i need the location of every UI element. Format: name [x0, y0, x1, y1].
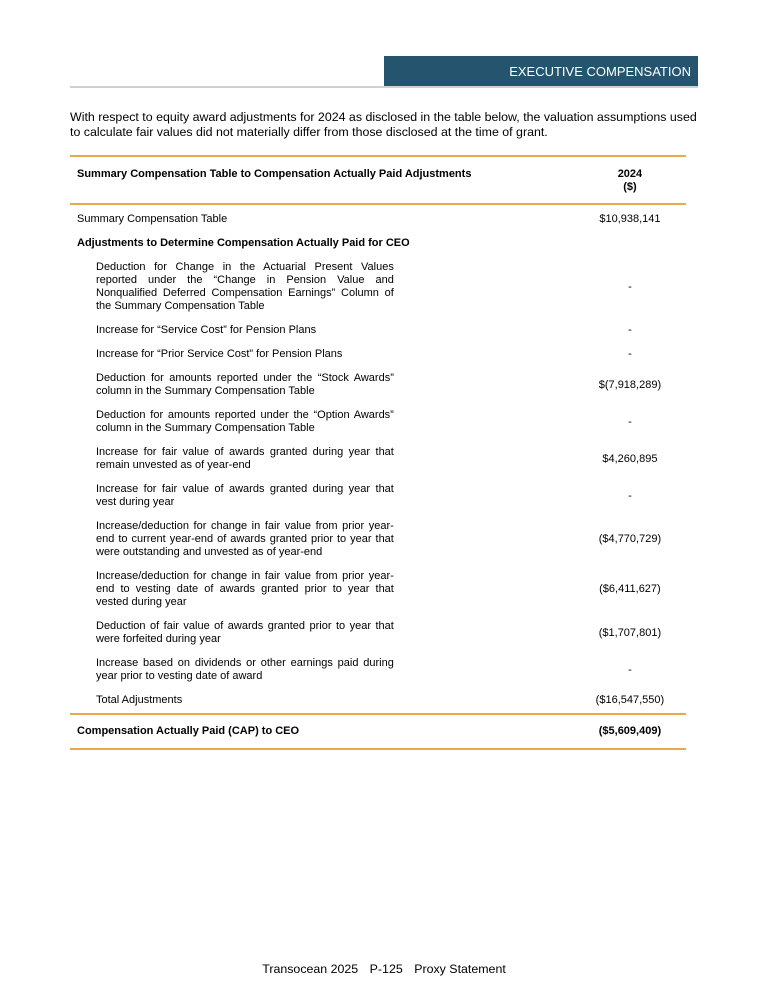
section-title: EXECUTIVE COMPENSATION	[509, 63, 691, 79]
row-value: -	[628, 489, 632, 502]
table-header-row	[70, 156, 686, 204]
table-row	[70, 204, 686, 232]
row-label: Increase for fair value of awards granted during year that vest during year	[96, 483, 394, 508]
table-row	[70, 515, 686, 565]
page-footer	[0, 962, 768, 976]
adjustments-heading: Adjustments to Determine Compensation Actually Paid for CEO	[77, 237, 410, 249]
row-label: Increase based on dividends or other earnings paid during year prior to vesting date of award	[96, 657, 394, 682]
row-label: Summary Compensation Table	[77, 213, 228, 225]
row-label: Increase for fair value of awards granted during year that remain unvested as of year-end	[96, 446, 394, 471]
table-row	[70, 565, 686, 615]
table-row	[70, 441, 686, 478]
row-label: Compensation Actually Paid (CAP) to CEO	[70, 714, 574, 749]
table-row	[70, 615, 686, 652]
row-label: Total Adjustments	[96, 694, 183, 706]
header-divider	[70, 86, 698, 88]
row-label: Increase/deduction for change in fair value from prior year-end to current year-end of awards granted prior to year that were outstanding and unvested as of year-end	[96, 520, 394, 558]
row-value: -	[628, 663, 632, 676]
row-value: -	[628, 324, 632, 336]
row-label: Deduction of fair value of awards granted prior to year that were forfeited during year	[96, 620, 394, 645]
unit-label: ($)	[623, 181, 637, 193]
row-label: Increase for “Service Cost” for Pension Plans	[96, 324, 317, 336]
table-row	[70, 478, 686, 515]
footer-page: P-125	[369, 962, 403, 976]
row-value: -	[628, 280, 632, 293]
row-value: $(7,918,289)	[598, 378, 662, 391]
row-label: Deduction for Change in the Actuarial Present Values reported under the “Change in Pension Value and Nonqualified Deferred Compensation Earnings” Column of the Summary Compensation Table	[96, 261, 394, 312]
column-header-label: Summary Compensation Table to Compensation Actually Paid Adjustments	[70, 156, 574, 204]
row-value: ($1,707,801)	[598, 626, 662, 639]
row-value: $4,260,895	[602, 452, 658, 465]
row-label: Increase for “Prior Service Cost” for Pension Plans	[96, 348, 343, 360]
cap-adjustments-table	[70, 155, 686, 750]
row-value: ($6,411,627)	[599, 583, 661, 595]
row-label: Deduction for amounts reported under the “Stock Awards” column in the Summary Compensation Table	[96, 372, 394, 397]
intro-paragraph: With respect to equity award adjustments for 2024 as disclosed in the table below, the valuation assumptions used to calculate fair values did not materially differ from those disclosed at the time of grant.	[70, 110, 697, 139]
column-header-year	[574, 156, 686, 204]
table-row	[70, 367, 686, 404]
year-label: 2024	[617, 168, 643, 180]
table-row	[70, 343, 686, 367]
row-value: ($16,547,550)	[595, 694, 665, 706]
row-label: Deduction for amounts reported under the “Option Awards” column in the Summary Compensation Table	[96, 409, 394, 434]
table-row	[70, 652, 686, 689]
row-value: ($5,609,409)	[574, 714, 686, 749]
row-label: Increase/deduction for change in fair value from prior year-end to vesting date of awards granted prior to year that vested during year	[96, 570, 394, 608]
table-row	[70, 319, 686, 343]
row-value: $10,938,141	[599, 213, 661, 225]
table-row	[70, 404, 686, 441]
row-value: ($4,770,729)	[598, 533, 662, 545]
total-row	[70, 689, 686, 714]
table-row	[70, 256, 686, 319]
section-header	[384, 56, 698, 86]
section-row	[70, 232, 686, 256]
cap-row	[70, 714, 686, 749]
footer-company: Transocean 2025	[262, 962, 359, 976]
row-value: -	[628, 415, 632, 428]
footer-doc: Proxy Statement	[414, 962, 506, 976]
row-value: -	[628, 348, 632, 360]
